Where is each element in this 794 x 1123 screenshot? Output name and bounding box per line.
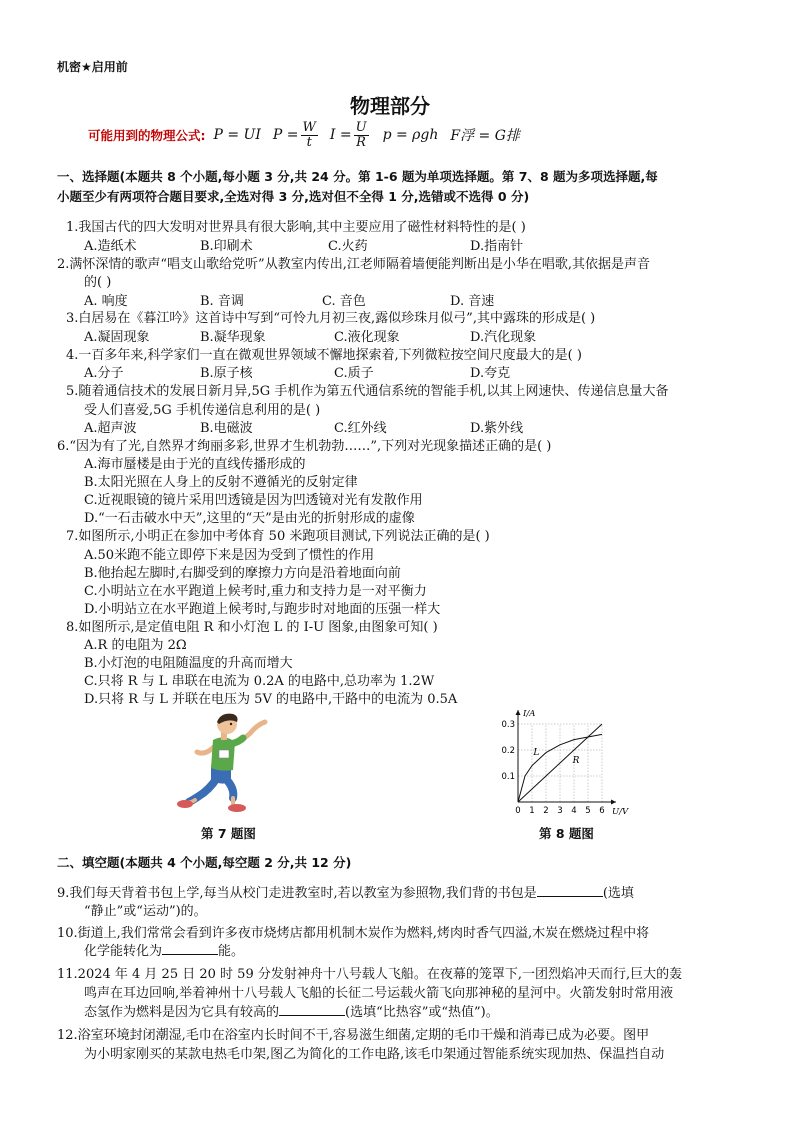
q11-line3 — [84, 1001, 499, 1020]
q5-option-d: D.紫外线 — [470, 421, 524, 436]
q9-text-end: (选填 — [602, 886, 634, 901]
formula-line — [88, 118, 520, 152]
q5-option-b: B.电磁波 — [200, 421, 253, 436]
q8-option-d: D.只将 R 与 L 并联在电压为 5V 的电路中,干路中的电流为 0.5A — [84, 692, 458, 707]
q6-option-c: C.近视眼镜的镜片采用凹透镜是因为凹透镜对光有发散作用 — [84, 493, 423, 508]
q1-option-c: C.火药 — [328, 239, 368, 254]
confidential-label: 机密★启用前 — [57, 60, 128, 74]
fraction-numerator: W — [302, 119, 316, 135]
section2-header: 二、填空题(本题共 4 个小题,每空题 2 分,共 12 分) — [57, 855, 352, 870]
formula-power-work-fraction — [301, 121, 318, 149]
running-boy-illustration — [175, 712, 285, 814]
x-tick-label: 5 — [585, 806, 591, 816]
q8-option-a: A.R 的电阻为 2Ω — [84, 638, 187, 653]
q3-option-a: A.凝固现象 — [84, 330, 150, 345]
page-title: 物理部分 — [350, 94, 430, 118]
q9-text: 9.我们每天背着书包上学,每当从校门走进教室时,若以教室为参照物,我们背的书包是 — [57, 886, 537, 901]
x-tick-label: 2 — [543, 806, 549, 816]
q5-stem-line2: 受人们喜爱,5G 手机传递信息利用的是( ) — [84, 403, 321, 418]
series-label-L: L — [533, 748, 540, 759]
q6-stem: 6.“因为有了光,自然界才绚丽多彩,世界才生机勃勃……”,下列对光现象描述正确的是( ) — [57, 439, 552, 454]
y-axis-arrow — [516, 710, 521, 715]
x-axis-label: U/V — [612, 807, 629, 817]
q5-stem-line1: 5.随着通信技术的发展日新月异,5G 手机作为第五代通信系统的智能手机,以其上网速快、传递信息量大备 — [66, 384, 669, 399]
q6-option-b: B.太阳光照在人身上的反射不遵循光的反射定律 — [84, 475, 358, 490]
figure8-caption: 第 8 题图 — [539, 826, 594, 841]
q4-option-a: A.分子 — [84, 366, 124, 381]
q2-stem-line2: 的( ) — [84, 275, 112, 290]
q11-text-end: (选填“比热容”或“热值”)。 — [345, 1005, 499, 1020]
formula-power-work-left: P = — [272, 127, 299, 143]
q10-text-end: 能。 — [218, 944, 245, 959]
formula-current-fraction — [354, 121, 369, 149]
q4-option-b: B.原子核 — [200, 366, 253, 381]
y-tick-label: 0.3 — [501, 720, 515, 730]
q4-stem: 4.一百多年来,科学家们一直在微观世界领域不懈地探索着,下列微粒按空间尺度最大的是( ) — [66, 348, 582, 363]
q3-option-d: D.汽化现象 — [470, 330, 537, 345]
q10-text: 化学能转化为 — [84, 944, 163, 959]
q6-option-a: A.海市蜃楼是由于光的直线传播形成的 — [84, 457, 306, 472]
fraction-numerator: U — [355, 119, 367, 135]
x-axis-arrow — [611, 800, 616, 805]
q11-line1: 11.2024 年 4 月 25 日 20 时 59 分发射神舟十八号载人飞船。在夜幕的笼罩下,一团烈焰冲天而行,巨大的轰 — [57, 967, 683, 982]
formula-power: P = UI — [213, 127, 261, 143]
fraction-denominator: R — [356, 134, 366, 150]
q1-option-d: D.指南针 — [470, 239, 524, 254]
q9-answer-blank[interactable] — [537, 884, 603, 897]
x-tick-label: 3 — [557, 806, 563, 816]
formula-pressure: p = ρgh — [382, 127, 439, 143]
q3-option-b: B.凝华现象 — [200, 330, 266, 345]
q1-option-b: B.印刷术 — [200, 239, 253, 254]
q8-option-c: C.只将 R 与 L 串联在电流为 0.2A 的电路中,总功率为 1.2W — [84, 674, 435, 689]
q10-answer-blank[interactable] — [162, 942, 218, 955]
q5-option-a: A.超声波 — [84, 421, 137, 436]
q3-stem: 3.白居易在《暮江吟》这首诗中写到“可怜九月初三夜,露似珍珠月似弓”,其中露珠的形成是( ) — [66, 311, 596, 326]
q10-line1: 10.街道上,我们常常会看到许多夜市烧烤店都用机制木炭作为燃料,烤肉时香气四溢,木炭在燃烧过程中将 — [57, 926, 650, 941]
q1-stem: 1.我国古代的四大发明对世界具有很大影响,其中主要应用了磁性材料特性的是( ) — [66, 220, 526, 235]
q2-option-a: A. 响度 — [84, 294, 128, 309]
q12-line2: 为小明家刚买的某款电热毛巾架,图乙为简化的工作电路,该毛巾架通过智能系统实现加热、保温挡自动 — [84, 1047, 665, 1062]
y-axis-label: I/A — [523, 709, 536, 719]
iu-graph — [498, 704, 638, 822]
q2-stem-line1: 2.满怀深情的歌声“唱支山歌给党听”从教室内传出,江老师隔着墙便能判断出是小华在唱歌,其依据是声音 — [57, 257, 650, 272]
q11-line2: 鸣声在耳边回响,举着神州十八号载人飞船的长征二号运载火箭飞向那神秘的星河中。火箭发射时常用液 — [84, 986, 674, 1001]
q10-line2 — [84, 940, 244, 959]
q7-option-a: A.50米跑不能立即停下来是因为受到了惯性的作用 — [84, 548, 375, 563]
q4-option-c: C.质子 — [334, 366, 374, 381]
formula-buoyancy: F浮 = G排 — [450, 128, 520, 144]
q9-line2: “静止”或“运动”)的。 — [84, 904, 207, 919]
q4-option-d: D.夸克 — [470, 366, 511, 381]
q11-answer-blank[interactable] — [279, 1003, 345, 1016]
y-tick-label: 0.2 — [501, 746, 515, 756]
q1-option-a: A.造纸术 — [84, 239, 137, 254]
q2-option-c: C. 音色 — [322, 294, 366, 309]
section1-line1: 一、选择题(本题共 8 个小题,每小题 3 分,共 24 分。第 1-6 题为单项选择题。第 7、8 题为多项选择题,每 — [57, 169, 658, 184]
series-label-R: R — [572, 756, 580, 766]
q8-option-b: B.小灯泡的电阻随温度的升高而增大 — [84, 656, 293, 671]
formula-current-left: I = — [329, 127, 352, 143]
formula-label: 可能用到的物理公式: — [88, 128, 206, 143]
section1-line2: 小题至少有两项符合题目要求,全选对得 3 分,选对但不全得 1 分,选错或不选得 0 分) — [57, 189, 530, 204]
q8-stem: 8.如图所示,是定值电阻 R 和小灯泡 L 的 I-U 图象,由图象可知( ) — [66, 620, 438, 635]
q11-text: 态氢作为燃料是因为它具有较高的 — [84, 1005, 280, 1020]
figure7-caption: 第 7 题图 — [201, 826, 256, 841]
x-tick-label: 1 — [529, 806, 535, 816]
fraction-denominator: t — [306, 134, 312, 150]
q7-stem: 7.如图所示,小明正在参加中考体育 50 米跑项目测试,下列说法正确的是( ) — [66, 529, 490, 544]
x-tick-label: 4 — [571, 806, 577, 816]
q7-option-c: C.小明站立在水平跑道上候考时,重力和支持力是一对平衡力 — [84, 584, 427, 599]
q2-option-b: B. 音调 — [200, 294, 244, 309]
q2-option-d: D. 音速 — [450, 294, 495, 309]
q5-option-c: C.红外线 — [334, 421, 387, 436]
q7-option-b: B.他抬起左脚时,右脚受到的摩擦力方向是沿着地面向前 — [84, 566, 401, 581]
q9-line1 — [57, 882, 634, 901]
q7-option-d: D.小明站立在水平跑道上候考时,与跑步时对地面的压强一样大 — [84, 602, 441, 617]
q12-line1: 12.浴室环境封闭潮湿,毛巾在浴室内长时间不干,容易滋生细菌,定期的毛巾干燥和消毒已成为必要。图甲 — [57, 1028, 650, 1043]
x-tick-label: 6 — [599, 806, 605, 816]
x-tick-label: 0 — [515, 806, 521, 816]
y-tick-label: 0.1 — [501, 772, 515, 782]
q6-option-d: D.“一石击破水中天”,这里的“天”是由光的折射形成的虚像 — [84, 511, 415, 526]
q3-option-c: C.液化现象 — [334, 330, 400, 345]
